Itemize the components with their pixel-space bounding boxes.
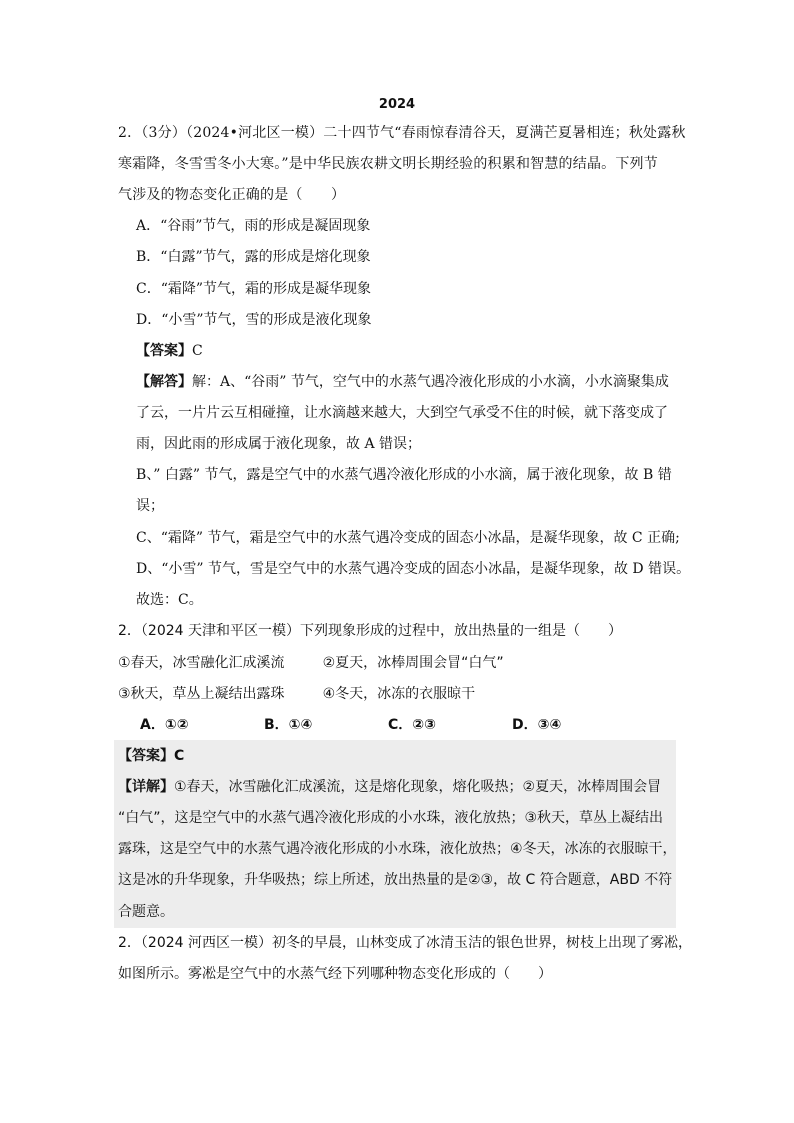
q2-stem: 2．（2024 天津和平区一模）下列现象形成的过程中，放出热量的一组是（ ） <box>118 623 622 639</box>
q1-analysis-line-3: 雨，因此雨的形成属于液化现象，故 A 错误； <box>136 436 422 452</box>
q2-option-c: C．②③ <box>388 717 436 733</box>
q2-detail-line-3: 露珠，这是空气中的水蒸气遇冷液化形成的小水珠，液化放热；④冬天，冰冻的衣服晾干， <box>118 841 677 857</box>
q2-answer-label: 【答案】 <box>118 748 174 764</box>
q2-item-1: ①春天，冰雪融化汇成溪流 <box>118 655 285 671</box>
q1-analysis-line-2: 了云，一片片云互相碰撞，让水滴越来越大，大到空气承受不住的时候，就下落变成了 <box>136 405 668 421</box>
q2-detail-text: ①春天，冰雪融化汇成溪流，这是熔化现象，熔化吸热；②夏天，冰棒周围会冒 <box>174 779 662 795</box>
q1-option-d: D．“小雪”节气，雪的形成是液化现象 <box>136 312 372 328</box>
q2-item-4: ④冬天，冰冻的衣服晾干 <box>322 686 476 702</box>
q1-analysis-line-1 <box>136 372 669 392</box>
q2-item-3: ③秋天，草丛上凝结出露珠 <box>118 686 285 702</box>
q1-analysis-line-6: C、“霜降” 节气，霜是空气中的水蒸气遇冷变成的固态小冰晶，是凝华现象，故 C 正确; <box>136 530 680 546</box>
q2-items-row-2 <box>118 684 475 704</box>
q1-option-c: C．“霜降”节气，霜的形成是凝华现象 <box>136 281 372 297</box>
q2-option-b: B．①④ <box>264 717 313 733</box>
q2-solution-box <box>114 740 676 928</box>
q1-analysis-label: 【解答】 <box>136 374 192 390</box>
q1-analysis-line-7: D、“小雪” 节气，雪是空气中的水蒸气遇冷变成的固态小冰晶，是凝华现象，故 D 错误。 <box>136 561 691 577</box>
page-header-year: 2024 <box>378 97 416 112</box>
q2-answer <box>118 746 184 766</box>
q1-analysis-line-5: 误； <box>136 498 164 514</box>
q2-detail-line-2: “白气”，这是空气中的水蒸气遇冷液化形成的小水珠，液化放热；③秋天，草丛上凝结出 <box>118 810 664 826</box>
q1-analysis-line-4: B、” 白露” 节气，露是空气中的水蒸气遇冷液化形成的小水滴，属于液化现象，故 B 错 <box>136 467 672 483</box>
q2-detail-line-4: 这是冰的升华现象，升华吸热；综上所述，放出热量的是②③，故 C 符合题意，ABD 不符 <box>118 872 673 888</box>
q1-stem-line-1: 2．（3分）（2024•河北区一模）二十四节气“春雨惊春清谷天，夏满芒夏暑相连；秋处露秋 <box>118 125 686 141</box>
q1-analysis-line-8: 故选：C。 <box>136 592 203 608</box>
q2-items-row-1 <box>118 653 504 673</box>
q1-analysis-text: 解：A、“谷雨” 节气，空气中的水蒸气遇冷液化形成的小水滴，小水滴聚集成 <box>192 374 669 390</box>
q2-options-row <box>140 715 636 735</box>
q2-detail-line-5: 合题意。 <box>118 904 174 920</box>
q2-answer-value: C <box>174 748 185 764</box>
q3-stem-line-1: 2．（2024 河西区一模）初冬的早晨，山林变成了冰清玉洁的银色世界，树枝上出现了雾凇， <box>118 935 692 951</box>
q1-option-a: A．“谷雨”节气，雨的形成是凝固现象 <box>136 218 371 234</box>
q1-answer <box>136 341 203 361</box>
q1-answer-label: 【答案】 <box>136 343 192 359</box>
q1-answer-value: C <box>192 343 203 359</box>
q1-stem-line-3: 气涉及的物态变化正确的是（ ） <box>118 187 346 203</box>
q3-stem-line-2: 如图所示。雾凇是空气中的水蒸气经下列哪种物态变化形成的（ ） <box>118 966 552 982</box>
q2-detail-line-1 <box>118 777 661 797</box>
q1-stem-line-2: 寒霜降，冬雪雪冬小大寒。”是中华民族农耕文明长期经验的积累和智慧的结晶。下列节 <box>118 156 658 172</box>
q2-option-d: D．③④ <box>512 717 562 733</box>
q2-detail-label: 【详解】 <box>118 779 174 795</box>
q1-option-b: B．“白露”节气，露的形成是熔化现象 <box>136 249 371 265</box>
q2-option-a: A．①② <box>140 717 189 733</box>
q2-item-2: ②夏天，冰棒周围会冒“白气” <box>322 655 504 671</box>
